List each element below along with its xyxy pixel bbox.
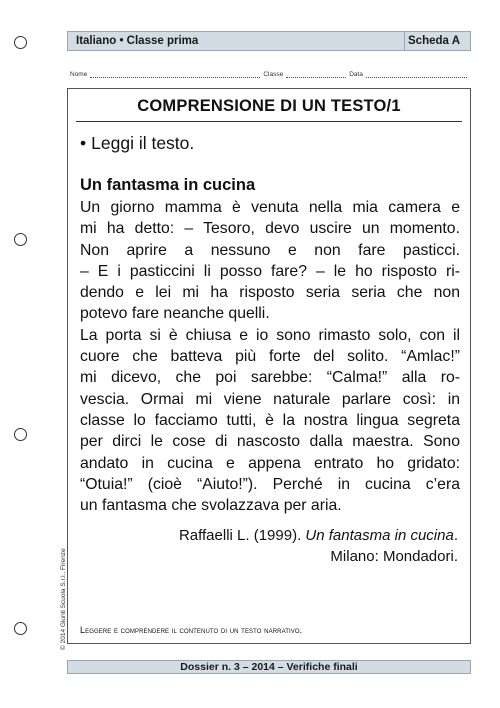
story-title: Un fantasma in cucina [80,176,256,194]
title-rule [76,121,462,122]
subject-label: Italiano • Classe prima [76,35,199,47]
story-line: mi ha detto: – Tesoro, devo uscire un momento. [80,220,460,238]
sheet-title: COMPRENSIONE DI UN TESTO/1 [137,97,401,115]
story-line: La porta si è chiusa e io sono rimasto solo, con il [80,326,460,344]
story-line: per dirci le cose di nascosto dalla maestra. Sono [80,433,460,451]
class-label: Classe [263,71,284,78]
instruction-text: Leggi il testo. [91,133,195,153]
story-line: dendo e lei mi ha risposto seria seria che non [80,284,460,302]
name-label: Nome [70,71,88,78]
binder-hole-3 [14,428,27,441]
binder-hole-1 [14,36,27,49]
citation [179,525,458,567]
instruction [80,133,194,154]
binder-hole-4 [14,622,27,635]
header-divider [404,32,405,50]
class-field[interactable] [286,71,346,78]
binder-hole-2 [14,233,27,246]
copyright-notice: © 2014 Giunti Scuola S.r.l., Firenze [60,548,67,650]
sheet-label: Scheda A [408,35,460,47]
footer-text: Dossier n. 3 – 2014 – Verifiche finali [180,661,358,673]
citation-period: . [453,527,458,544]
student-info-line [70,66,470,78]
worksheet-box [67,88,471,644]
bullet-icon: • [80,133,87,153]
story-line: Non aprire a nessuno e non fare pasticci. [80,241,460,259]
story-line: potevo fare neanche quelli. [80,305,270,323]
date-field[interactable] [366,71,467,78]
citation-line-1 [179,525,458,546]
footer-bar [67,660,471,674]
citation-author: Raffaelli L. (1999). [178,527,302,544]
learning-objective: Leggere e comprendere il contenuto di un testo narrativo. [80,625,303,635]
header-bar [67,31,471,51]
story-line: – E i pasticcini li posso fare? – le ho risposto ri- [80,262,460,280]
date-label: Data [349,71,363,78]
name-field[interactable] [90,71,260,78]
story-line: mi dicevo, che poi sarebbe: “Calma!” alla ro- [80,369,460,387]
story-text [80,197,460,516]
citation-work: Un fantasma in cucina [305,527,454,544]
story-line: andato in cucina e appena entrato ho gridato: [80,454,460,472]
story-line: cuore che batteva più forte del solito. “Amlac!” [80,348,460,366]
story-line: Un giorno mamma è venuta nella mia camera e [80,199,460,216]
story-line: classe lo facciamo tutti, è la nostra lingua segreta [80,411,460,429]
story-line: vescia. Ormai mi viene naturale parlare così: in [80,390,460,408]
story-line: “Otuia!” (cioè “Aiuto!”). Perché in cucina c’era [80,475,460,493]
story-line: un fantasma che svolazzava per aria. [80,497,342,515]
citation-publisher: Milano: Mondadori. [330,548,458,565]
